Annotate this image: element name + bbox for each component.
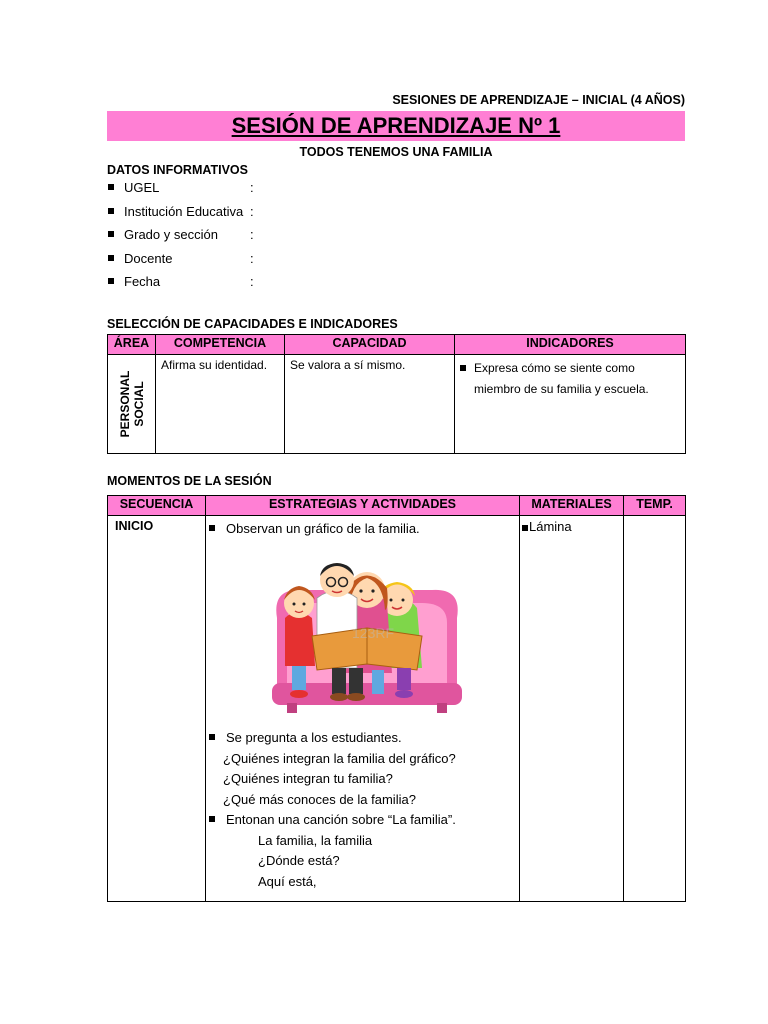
datos-colon: :: [250, 180, 254, 195]
bullet-icon: [108, 255, 114, 261]
page-title: SESIÓN DE APRENDIZAJE Nº 1: [231, 113, 561, 138]
col-header-estrategias: ESTRATEGIAS Y ACTIVIDADES: [206, 496, 520, 516]
col-header-secuencia: SECUENCIA: [108, 496, 206, 516]
bullet-icon: [522, 525, 528, 531]
bullet-icon: [108, 231, 114, 237]
bullet-icon: [108, 278, 114, 284]
datos-colon: :: [250, 227, 254, 242]
momentos-table: [107, 495, 686, 902]
area-line-1: PERSONAL: [117, 370, 132, 438]
capacidad-cell: Se valora a sí mismo.: [285, 355, 455, 454]
table-header-row: [108, 335, 686, 355]
col-header-indicadores: INDICADORES: [455, 335, 686, 355]
estrategias-cell: [206, 516, 520, 902]
question-line: ¿Quiénes integran tu familia?: [223, 771, 393, 786]
bullet-icon: [108, 184, 114, 190]
col-header-competencia: COMPETENCIA: [156, 335, 285, 355]
datos-label: Institución Educativa: [124, 203, 244, 219]
bullet-icon: [209, 816, 215, 822]
bullet-icon: [209, 734, 215, 740]
col-header-temp: TEMP.: [624, 496, 686, 516]
datos-label: Grado y sección: [124, 227, 218, 242]
bullet-icon: [460, 365, 466, 371]
bullet-icon: [108, 208, 114, 214]
datos-item-grado: [107, 227, 507, 251]
area-line-2: SOCIAL: [131, 381, 146, 427]
table-row: [108, 516, 686, 902]
indicador-line: Expresa cómo se siente como: [474, 361, 635, 375]
datos-colon: :: [250, 274, 254, 289]
song-line: Aquí está,: [258, 873, 317, 889]
materiales-cell: [520, 516, 624, 902]
datos-heading: DATOS INFORMATIVOS: [107, 163, 248, 177]
datos-label: UGEL: [124, 180, 160, 195]
material-item: [522, 519, 616, 534]
area-cell: [108, 355, 156, 454]
datos-item-ugel: [107, 180, 507, 204]
activity-item: [213, 728, 512, 749]
song-line: La familia, la familia: [258, 832, 373, 848]
capacidades-table: [107, 334, 686, 454]
capacidades-heading: SELECCIÓN DE CAPACIDADES E INDICADORES: [107, 317, 398, 331]
datos-label: Fecha: [124, 274, 161, 289]
col-header-area: ÁREA: [108, 335, 156, 355]
song-line: ¿Dónde está?: [258, 853, 340, 868]
question-line: ¿Quiénes integran la familia del gráfico?: [223, 750, 456, 766]
secuencia-label: INICIO: [115, 519, 154, 533]
question-line: ¿Qué más conoces de la familia?: [223, 791, 416, 807]
table-row: [108, 355, 686, 454]
area-label: [118, 371, 146, 438]
activity-item: [213, 810, 512, 831]
datos-item-institucion: [107, 204, 507, 228]
series-header: SESIONES DE APRENDIZAJE – INICIAL (4 AÑOS): [392, 93, 685, 107]
datos-item-fecha: [107, 274, 507, 298]
secuencia-cell: [108, 516, 206, 902]
activity-text: Observan un gráfico de la familia.: [226, 521, 420, 536]
session-subtitle: TODOS TENEMOS UNA FAMILIA: [299, 145, 493, 159]
momentos-heading: MOMENTOS DE LA SESIÓN: [107, 474, 272, 488]
activity-text: Entonan una canción sobre “La familia”.: [226, 812, 456, 827]
watermark-text: 123RF: [352, 624, 395, 641]
datos-colon: :: [250, 250, 254, 266]
activities: [213, 519, 512, 892]
col-header-materiales: MATERIALES: [520, 496, 624, 516]
indicador-item: [460, 358, 680, 400]
datos-list: [107, 180, 507, 298]
family-illustration: [257, 548, 477, 718]
indicador-line: miembro de su familia y escuela.: [474, 382, 649, 396]
competencia-cell: Afirma su identidad.: [156, 355, 285, 454]
table-header-row: [108, 496, 686, 516]
temp-cell: [624, 516, 686, 902]
material-text: Lámina: [529, 519, 572, 534]
title-band: [107, 111, 685, 141]
col-header-capacidad: CAPACIDAD: [285, 335, 455, 355]
indicadores-cell: [455, 355, 686, 454]
datos-label: Docente: [124, 250, 173, 266]
activity-text: Se pregunta a los estudiantes.: [226, 730, 402, 745]
bullet-icon: [209, 525, 215, 531]
activity-item: [213, 519, 512, 540]
datos-colon: :: [250, 203, 254, 219]
datos-item-docente: [107, 251, 507, 275]
